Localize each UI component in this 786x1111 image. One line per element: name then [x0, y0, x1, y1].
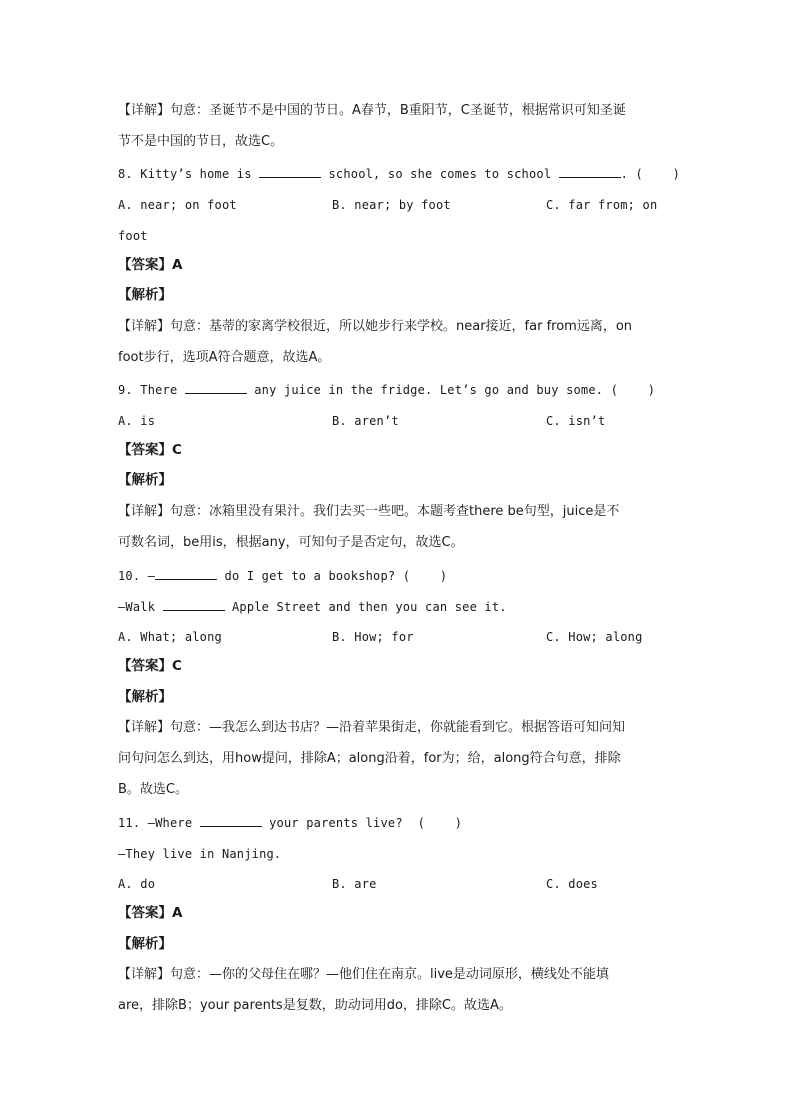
q9-detail-line-1: 【详解】句意：冰箱里没有果汁。我们去买一些吧。本题考查there be句型，juice是不: [118, 504, 620, 519]
q11-stem: 11. —Where your parents live? ( ): [118, 816, 463, 830]
q10-option-b: B. How; for: [332, 630, 414, 644]
q11-answer: 【答案】A: [118, 905, 183, 921]
q10-option-a: A. What; along: [118, 630, 222, 644]
q8-blank-2: [559, 165, 621, 178]
q10-analysis-label: 【解析】: [118, 689, 172, 705]
q10-detail-line-3: B。故选C。: [118, 782, 188, 797]
q8-option-b: B. near; by foot: [332, 198, 451, 212]
q10-reply: —Walk Apple Street and then you can see it.: [118, 600, 507, 614]
q9-stem: 9. There any juice in the fridge. Let’s go and buy some. ( ): [118, 383, 656, 397]
q8-blank-1: [259, 165, 321, 178]
q8-analysis-label: 【解析】: [118, 287, 172, 303]
q10-detail-line-2: 问句问怎么到达，用how提问，排除A；along沿着，for为；给，along符合句意，排除: [118, 751, 621, 766]
q8-detail-line-1: 【详解】句意：基蒂的家离学校很近，所以她步行来学校。near接近，far from远离，on: [118, 319, 633, 334]
q9-option-b: B. aren’t: [332, 414, 399, 428]
q10-stem: 10. — do I get to a bookshop? ( ): [118, 569, 448, 583]
q11-reply: —They live in Nanjing.: [118, 847, 282, 861]
q8-detail-line-2: foot步行，选项A符合题意，故选A。: [118, 350, 331, 365]
q11-option-c: C. does: [546, 877, 598, 891]
q10-blank-2: [163, 598, 225, 611]
q8-option-c-continued: foot: [118, 229, 148, 243]
q8-option-a: A. near; on foot: [118, 198, 237, 212]
q11-option-a: A. do: [118, 877, 156, 891]
q11-analysis-label: 【解析】: [118, 936, 172, 952]
q11-option-b: B. are: [332, 877, 377, 891]
q8-answer: 【答案】A: [118, 257, 183, 273]
q11-detail-line-1: 【详解】句意：—你的父母住在哪？—他们住在南京。live是动词原形，横线处不能填: [118, 967, 609, 982]
q8-option-c: C. far from; on: [546, 198, 658, 212]
q7-detail-line-2: 节不是中国的节日，故选C。: [118, 134, 284, 149]
q9-detail-line-2: 可数名词，be用is，根据any，可知句子是否定句，故选C。: [118, 535, 464, 550]
q8-stem: 8. Kitty’s home is school, so she comes to school . ( ): [118, 167, 681, 181]
q11-blank: [200, 814, 262, 827]
q9-blank: [185, 381, 247, 394]
q10-blank-1: [155, 567, 217, 580]
q7-detail-line-1: 【详解】句意：圣诞节不是中国的节日。A春节，B重阳节，C圣诞节，根据常识可知圣诞: [118, 103, 626, 118]
q10-option-c: C. How; along: [546, 630, 643, 644]
q9-analysis-label: 【解析】: [118, 472, 172, 488]
q9-option-c: C. isn’t: [546, 414, 606, 428]
q10-answer: 【答案】C: [118, 658, 182, 674]
q9-answer: 【答案】C: [118, 442, 182, 458]
q9-option-a: A. is: [118, 414, 156, 428]
q11-detail-line-2: are，排除B；your parents是复数，助动词用do，排除C。故选A。: [118, 998, 512, 1013]
q10-detail-line-1: 【详解】句意：—我怎么到达书店？—沿着苹果街走，你就能看到它。根据答语可知问知: [118, 720, 626, 735]
